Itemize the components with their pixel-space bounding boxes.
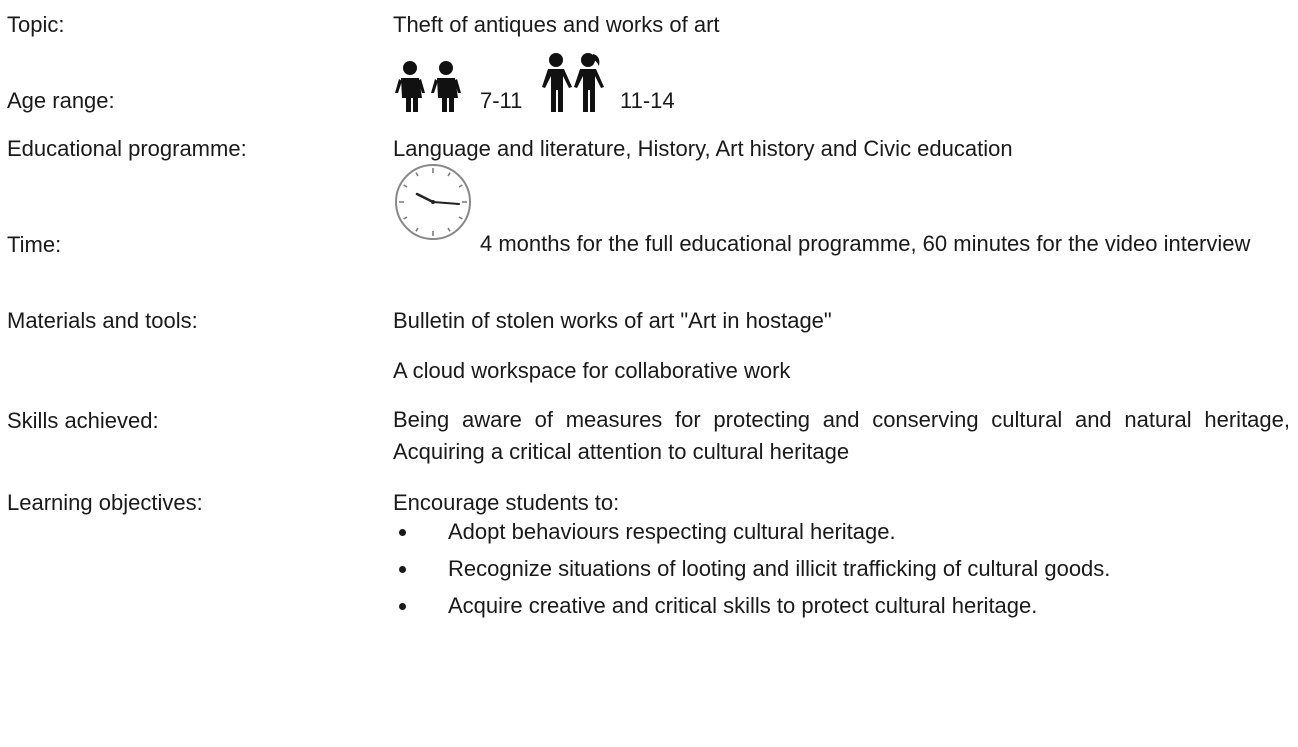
materials-label: Materials and tools: — [7, 308, 198, 333]
topic-label: Topic: — [7, 12, 65, 37]
skills-value: Being aware of measures for protecting and conserving cultural and natural heritage, Acquiring a critical attention to cultural heritage — [393, 407, 1290, 464]
skills-label: Skills achieved: — [7, 408, 159, 433]
programme-label: Educational programme: — [7, 136, 247, 161]
two-children-icon — [393, 60, 465, 114]
objective-item: Acquire creative and critical skills to protect cultural heritage. — [393, 590, 1290, 622]
age-range-11-14: 11-14 — [620, 88, 675, 113]
topic-value: Theft of antiques and works of art — [393, 12, 720, 37]
objective-item: Adopt behaviours respecting cultural heritage. — [393, 516, 1290, 548]
time-value: 4 months for the full educational programme, 60 minutes for the video interview — [480, 231, 1251, 256]
programme-value: Language and literature, History, Art history and Civic education — [393, 136, 1013, 161]
bullet-icon — [399, 529, 406, 536]
bullet-icon — [399, 566, 406, 573]
materials-item: Bulletin of stolen works of art "Art in hostage" — [393, 308, 832, 333]
bullet-icon — [399, 603, 406, 610]
objectives-list — [393, 516, 1290, 627]
materials-item: A cloud workspace for collaborative work — [393, 358, 791, 383]
age-range-7-11: 7-11 — [480, 88, 523, 113]
age-range-label: Age range: — [7, 88, 115, 113]
objectives-intro: Encourage students to: — [393, 490, 620, 515]
time-label: Time: — [7, 232, 62, 257]
objectives-label: Learning objectives: — [7, 490, 203, 515]
age-range-values — [393, 52, 793, 112]
boy-girl-icon — [539, 52, 607, 114]
objective-item: Recognize situations of looting and illicit trafficking of cultural goods. — [393, 553, 1290, 585]
